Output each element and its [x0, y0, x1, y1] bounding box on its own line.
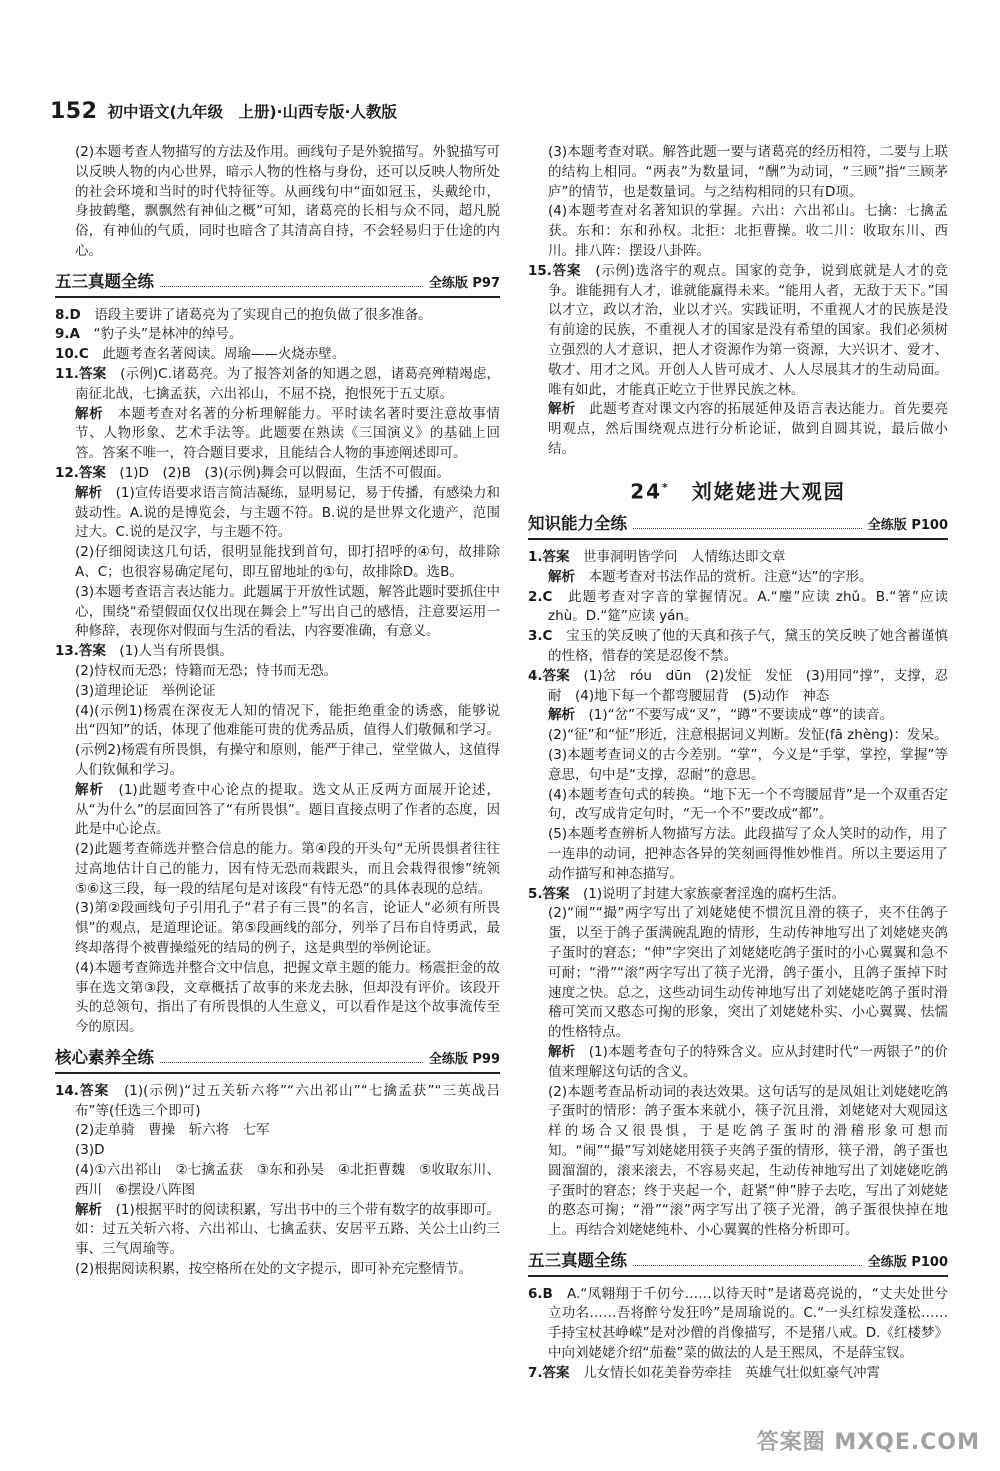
answer-label: 15.答案: [528, 262, 582, 279]
answer-label: 解析: [548, 1043, 576, 1060]
answer-label: 2.C: [528, 588, 553, 605]
answer-paragraph: [528, 400, 948, 459]
answer-paragraph: [528, 588, 948, 628]
answer-text: (3)本题考查对联。解答此题一要与诸葛亮的经历相符，二要与上联的结构上相同。“两表”为数量词，“酬”为动词，“三顾”指“三顾茅庐”的情节，也是数量词。与之结构相同的只有D项。: [548, 144, 948, 200]
answer-text: (1)(示例)“过五关斩六将”“六出祁山”“七擒孟获”“三英战吕布”等(任选三个即可): [75, 1082, 501, 1119]
section-version: 全练版 P100: [867, 518, 948, 534]
answer-label: 9.A: [55, 326, 80, 343]
answer-paragraph: [528, 706, 948, 726]
answer-label: 11.答案: [55, 365, 107, 382]
answer-text: “豹子头”是林冲的绰号。: [93, 326, 243, 343]
answer-paragraph: [55, 781, 500, 840]
answer-label: 5.答案: [528, 885, 570, 902]
answer-text: (2)本题考查人物描写的方法及作用。画线句子是外貌描写。外貌描写可以反映人物的内心世界，暗示人物的性格与身份，还可以反映人物所处的社会环境和当时的时代特征等。从画线句中“面如冠玉，头戴纶巾，身披鹤氅，飘飘然有神仙之概”可知，诸葛亮的长相与众不同，超凡脱俗，有神仙的气质，同时也暗含了其清高自持，不会轻易归于仕途的内心。: [75, 144, 500, 259]
answer-paragraph: [55, 840, 500, 899]
answer-paragraph: [528, 568, 948, 588]
answer-label: 7.答案: [528, 1364, 570, 1381]
answer-paragraph: [55, 1161, 500, 1201]
answer-text: 此题考查对课文内容的拓展延伸及语言表达能力。首先要亮明观点，然后围绕观点进行分析论证，做到自圆其说，最后做小结。: [548, 401, 949, 457]
answer-paragraph: [55, 1260, 500, 1280]
section-header: [55, 1048, 500, 1074]
answer-text: (2)此题考查筛选并整合信息的能力。第④段的开头句“无所畏惧者往往过高地估计自己的能力，因有恃无恐而栽跟头，而且会栽得很惨”统领⑤⑥这三段，每一段的结尾句是对该段“有恃无恐”的具体表现的总结。: [75, 841, 500, 897]
answer-paragraph: [55, 702, 500, 781]
answer-paragraph: [55, 662, 500, 682]
answer-paragraph: [528, 667, 948, 707]
answer-text: 宝玉的笑反映了他的天真和孩子气，黛玉的笑反映了她含蓄谨慎的性格，惜春的笑是忍俊不禁。: [548, 628, 949, 664]
answer-text: (2)恃权而无恐；恃籍而无恐；恃书而无恐。: [75, 662, 338, 679]
lesson-number: 24: [630, 479, 663, 504]
left-column: [55, 143, 500, 1280]
answer-label: 12.答案: [55, 464, 106, 481]
answer-text: (2)走单骑 曹操 斩六将 七军: [75, 1122, 270, 1139]
page-header: [50, 96, 397, 126]
answer-paragraph: [528, 202, 948, 261]
lesson-title: [528, 478, 948, 502]
answer-paragraph: [528, 825, 948, 884]
answer-text: (2)仔细阅读这几句话，很明显能找到首句，即打招呼的④句，故排除A、C；也很容易确定尾句，即互留地址的①句，故排除D。选B。: [75, 544, 500, 580]
lesson-name: 刘姥姥进大观园: [691, 479, 846, 504]
answer-label: 4.答案: [528, 667, 570, 684]
answer-text: 语段主要讲了诸葛亮为了实现自己的抱负做了很多准备。: [94, 306, 432, 323]
answer-label: 解析: [75, 484, 103, 501]
answer-paragraph: [55, 899, 500, 958]
answer-text: (1)此题考查中心论点的提取。选文从正反两方面展开论述，从“为什么”的层面回答了“有所畏惧”。题目直接点明了作者的态度，因此是中心论点。: [75, 781, 501, 838]
section-divider: [633, 1265, 862, 1266]
answer-paragraph: [55, 464, 500, 484]
answer-text: (4)本题考查对名著知识的掌握。六出：六出祁山。七擒：七擒孟获。东和：东和孙权。北拒：北拒曹操。收二川：收取东川、西川。排八阵：摆设八卦阵。: [548, 203, 948, 259]
answer-paragraph: [55, 325, 500, 345]
answer-text: 本题考查对书法作品的赏析。注意“达”的字形。: [588, 568, 873, 585]
answer-text: (4)①六出祁山 ②七擒孟获 ③东和孙吴 ④北拒曹魏 ⑤收取东川、西川 ⑥摆设八阵图: [75, 1162, 500, 1198]
answer-label: 解析: [548, 707, 575, 724]
answer-paragraph: [528, 1364, 948, 1384]
answer-text: (3)D: [75, 1142, 105, 1159]
answer-paragraph: [55, 365, 500, 405]
answer-text: (3)第②段画线句子引用孔子“君子有三畏”的名言，论证人“必须有所畏惧”的观点，是道理论证。第⑤段画线的部分，列举了吕布自恃勇武，最终却落得个被曹操缢死的结局的例子，这是典型的举例论证。: [75, 900, 500, 957]
answer-text: (1)本题考查句子的特殊含义。应从封建时代“一两银子”的价值来理解这句话的含义。: [548, 1043, 949, 1080]
section-version: 全练版 P100: [867, 1254, 948, 1270]
answer-text: A.“凤翱翔于千仞兮……以待天时”是诸葛亮说的，“丈夫处世兮立功名……吾将醉兮发狂吟”是周瑜说的。C.“一头红棕发蓬松……手持宝杖甚峥嵘”是对沙僧的肖像描写，不是猪八戒。D.《红楼梦》中向刘姥姥介绍“茄鲞”菜的做法的人是王熙凤，不是薛宝钗。: [548, 1285, 948, 1362]
answer-paragraph: [528, 786, 948, 826]
section-header: [528, 514, 948, 540]
answer-label: 解析: [548, 401, 576, 418]
answer-text: (示例)C.诸葛亮。为了报答刘备的知遇之恩，诸葛亮殚精竭虑，南征北战，七擒孟获，六出祁山，不屈不挠，抱恨死于五丈原。: [75, 365, 500, 402]
answer-label: 3.C: [528, 628, 553, 645]
answer-text: 此题考查名著阅读。周瑜——火烧赤壁。: [102, 346, 346, 363]
answer-text: (2)本题考查品析动词的表达效果。这句话写的是凤姐让刘姥姥吃鸽子蛋时的情形：鸽子蛋本来就小，筷子沉且滑，刘姥姥对大观园这样的场合又很畏惧，于是吃鸽子蛋时的滑稽形象可想而知。“闹”“撮”写刘姥姥用筷子夹鸽子蛋的情形，筷子滑，鸽子蛋也圆溜溜的，滚来滚去，不容易夹起，生动传神地写出了刘姥姥吃鸽子蛋时的窘态；终于夹起一个，赶紧“伸”脖子去吃，写出了刘姥姥的憨态可掬；“滑”“滚”两字写出了筷子光滑，鸽子蛋很快掉在地上。再结合刘姥姥纯朴、小心翼翼的性格分析即可。: [548, 1083, 948, 1239]
answer-label: 14.答案: [55, 1082, 110, 1099]
answer-paragraph: [55, 306, 500, 326]
lesson-star: *: [662, 480, 670, 494]
answer-text: (1)宣传语要求语言简洁凝练，显明易记，易于传播，有感染力和鼓动性。A.说的是博览会，与主题不符。B.说的是世界文化遗产，范围过大。C.说的是汉字，与主题不符。: [75, 484, 501, 541]
answer-label: 1.答案: [528, 549, 570, 565]
answer-text: (3)本题考查词义的古今差别。“掌”，今义是“手掌，掌控，掌握”等意思，句中是“支撑，忍耐”的意思。: [548, 746, 948, 783]
answer-text: (1)D (2)B (3)(示例)舞会可以假面，生活不可假面。: [119, 464, 450, 481]
answer-paragraph: [55, 405, 500, 464]
answer-paragraph: [528, 627, 948, 667]
book-title: 初中语文(九年级 上册)·山西专版·人教版: [107, 103, 397, 121]
answer-paragraph: [55, 143, 500, 262]
section-version: 全练版 P97: [428, 275, 500, 291]
answer-paragraph: [55, 1121, 500, 1141]
answer-text: 儿女情长如花美眷劳牵挂 英雄气壮似虹豪气冲霄: [583, 1364, 881, 1381]
answer-text: (4)本题考查句式的转换。“地下无一个不弯腰屈背”是一个双重否定句，改写成肯定句时，“无一个不”要改成“都”。: [548, 786, 948, 823]
section-divider: [160, 286, 423, 287]
answer-paragraph: [55, 959, 500, 1038]
answer-label: 解析: [75, 405, 104, 422]
right-column: [528, 143, 948, 1384]
answer-text: (3)道理论证 举例论证: [75, 682, 216, 699]
answer-text: (4)(示例1)杨震在深夜无人知的情况下，能拒绝重金的诱惑，能够说出“四知”的话，体现了他难能可贵的优秀品质，值得人们敬佩和学习。(示例2)杨震有所畏惧，有操守和原则，能严于律己，堂堂做人，这值得人们钦佩和学习。: [75, 702, 500, 778]
answer-label: 解析: [75, 781, 104, 798]
section-header: [528, 1251, 948, 1277]
answer-text: 本题考查对名著的分析理解能力。平时读名著时要注意故事情节、人物形象、艺术手法等。此题要在熟读《三国演义》的基础上回答。答案不唯一，符合题目要求，且能结合人物的事迹阐述即可。: [75, 405, 501, 462]
answer-text: (2)“闹”“撮”两字写出了刘姥姥使不惯沉且滑的筷子，夹不住鸽子蛋，以至于鸽子蛋满碗乱跑的情形，生动传神地写出了刘姥姥夹鸽子蛋时的窘态；“伸”字突出了刘姥姥吃鸽子蛋时的小心翼翼和急不可耐；“滑”“滚”两字写出了筷子光滑，鸽子蛋小，且鸽子蛋掉下时速度之快。总之，这些动词生动传神地写出了刘姥姥吃鸽子蛋时滑稽可笑而又憨态可掬的形象，突出了刘姥姥朴实、小心翼翼、怯懦的性格特点。: [548, 905, 948, 1041]
answer-paragraph: [528, 548, 948, 568]
answer-text: (1)人当有所畏惧。: [119, 643, 234, 660]
answer-paragraph: [528, 746, 948, 786]
answer-label: 6.B: [528, 1285, 553, 1302]
answer-paragraph: [55, 682, 500, 702]
answer-text: (1)“岔”不要写成“叉”，“蹲”不要读成“尊”的读音。: [588, 707, 894, 724]
answer-text: (1)岔 róu dūn (2)发怔 发怔 (3)用同“撑”，支撑，忍耐 (4)地下每一个都弯腰屈背 (5)动作 神态: [548, 667, 948, 704]
answer-text: (3)本题考查语言表达能力。此题属于开放性试题，解答此题时要抓住中心，围绕“希望假面仅仅出现在舞会上”写出自己的感悟，注意要运用一种修辞，表现你对假面与生活的看法，内容要准确，有意义。: [75, 583, 500, 640]
answer-paragraph: [55, 543, 500, 583]
section-version: 全练版 P99: [428, 1052, 500, 1068]
section-title: 知识能力全练: [528, 514, 627, 534]
section-title: 核心素养全练: [55, 1048, 154, 1068]
answer-paragraph: [528, 262, 948, 401]
answer-paragraph: [55, 642, 500, 662]
answer-paragraph: [55, 1141, 500, 1161]
answer-paragraph: [528, 1285, 948, 1364]
answer-label: 8.D: [55, 306, 81, 323]
site-watermark: 答案圈 MXQE.COM: [756, 1430, 980, 1455]
section-title: 五三真题全练: [528, 1250, 627, 1270]
answer-paragraph: [528, 885, 948, 905]
answer-text: 此题考查对字音的掌握情况。A.“麈”应读 zhǔ。B.“箸”应读 zhù。D.“筵”应读 yán。: [548, 588, 949, 625]
answer-paragraph: [528, 726, 948, 746]
answer-label: 10.C: [55, 346, 89, 363]
answer-text: (示例)选洛宇的观点。国家的竞争，说到底就是人才的竞争。谁能拥有人才，谁就能赢得未来。“能用人者，无敌于天下。”国以才立，政以才治，业以才兴。实践证明，不重视人才的民族是没有前途的民族，不重视人才的国家是没有希望的国家。我们必须树立强烈的人才意识，把人才资源作为第一资源，大兴识才、爱才、敬才、用才之风。开创人人皆可成才、人人尽展其才的生动局面。唯有如此，才能真正屹立于世界民族之林。: [548, 262, 948, 398]
section-divider: [160, 1062, 423, 1063]
answer-text: 世事洞明皆学问 人情练达即文章: [583, 549, 786, 565]
section-header: [55, 272, 500, 298]
answer-label: 解析: [75, 1201, 103, 1218]
answer-paragraph: [528, 1083, 948, 1241]
answer-text: (2)根据阅读积累，按空格所在处的文字提示，即可补充完整情节。: [75, 1261, 473, 1278]
answer-paragraph: [55, 583, 500, 642]
answer-label: 13.答案: [55, 643, 106, 660]
answer-paragraph: [528, 1043, 948, 1083]
answer-paragraph: [55, 484, 500, 543]
answer-paragraph: [55, 345, 500, 365]
answer-label: 解析: [548, 568, 575, 585]
answer-paragraph: [528, 143, 948, 202]
answer-paragraph: [55, 1201, 500, 1260]
answer-paragraph: [528, 904, 948, 1043]
answer-text: (2)“征”和“怔”形近，注意根据词义判断。发怔(fā zhèng)：发呆。: [548, 727, 948, 744]
answer-paragraph: [55, 1082, 500, 1122]
answer-text: (1)说明了封建大家族豪奢淫逸的腐朽生活。: [583, 885, 846, 902]
page-number: 152: [50, 98, 98, 124]
answer-text: (1)根据平时的阅读积累，写出书中的三个带有数字的故事即可。如：过五关斩六将、六出祁山、七擒孟获、安居平五路、关公土山约三事、三气周瑜等。: [75, 1201, 501, 1258]
section-title: 五三真题全练: [55, 271, 154, 291]
section-divider: [633, 528, 862, 529]
answer-text: (4)本题考查筛选并整合文中信息，把握文章主题的能力。杨震拒金的故事在选文第③段，文章概括了故事的来龙去脉，但却没有评价。该段开头的总领句，指出了有所畏惧的人生意义，可以看作是这个故事流传至今的原因。: [75, 959, 500, 1036]
answer-text: (5)本题考查辨析人物描写方法。此段描写了众人笑时的动作，用了一连串的动词，把神态各异的笑刻画得惟妙惟肖。所以主要运用了动作描写和神态描写。: [548, 826, 948, 882]
